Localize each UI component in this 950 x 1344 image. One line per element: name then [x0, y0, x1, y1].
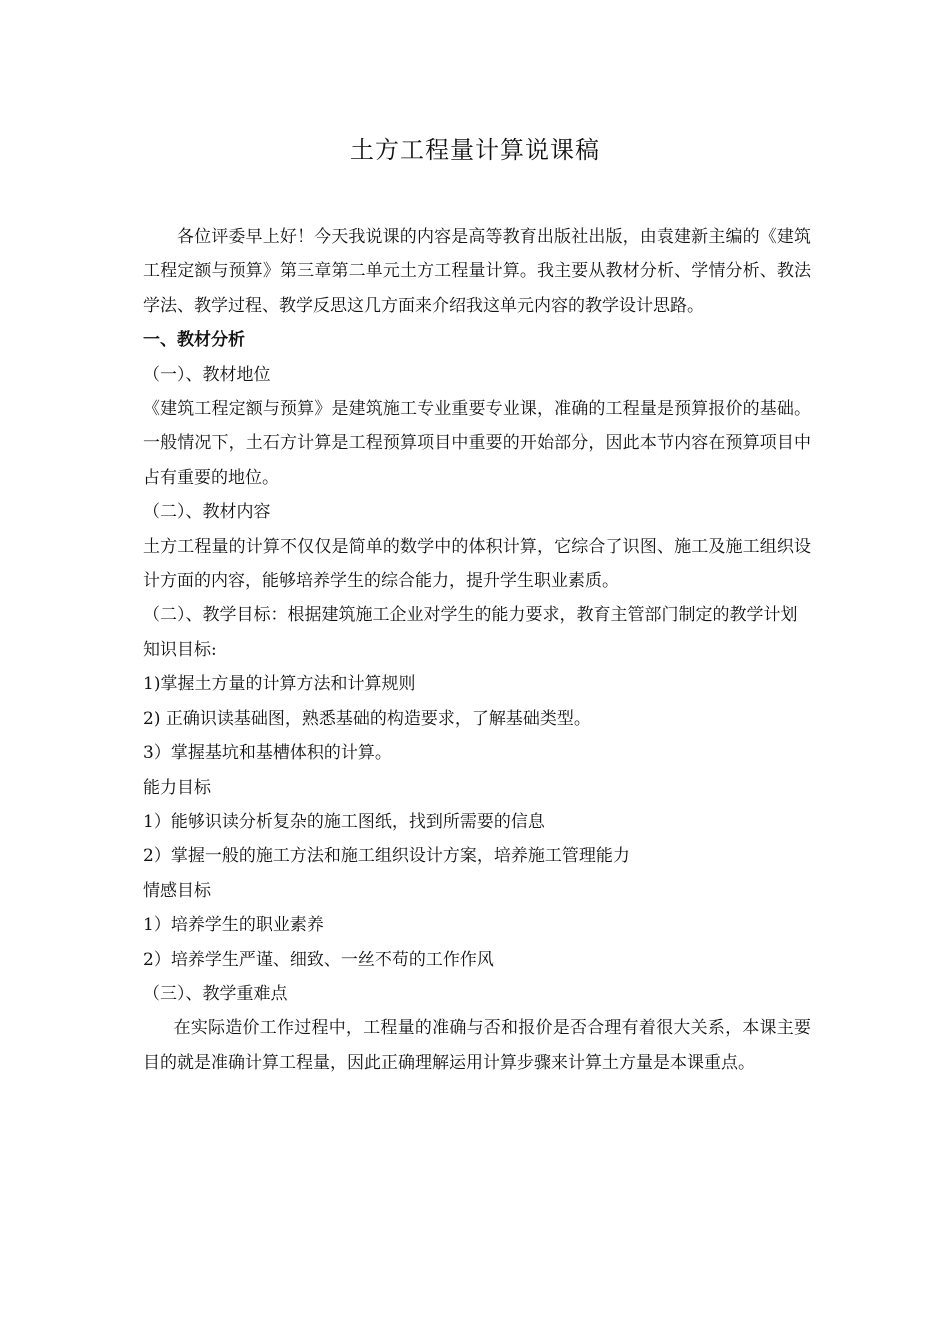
textbook-content-paragraph: 土方工程量的计算不仅仅是简单的数学中的体积计算，它综合了识图、施工及施工组织设计方面的内容，能够培养学生的综合能力，提升学生职业素质。: [143, 536, 811, 592]
section-heading-textbook-analysis: 一、教材分析: [143, 330, 245, 351]
key-points-paragraph: 在实际造价工作过程中，工程量的准确与否和报价是否合理有着很大关系，本课主要目的就是准确计算工程量，因此正确理解运用计算步骤来计算土方量是本课重点。: [143, 1018, 811, 1073]
knowledge-objectives-label: 知识目标:: [143, 639, 217, 660]
ability-objective-item: 1）能够识读分析复杂的施工图纸，找到所需要的信息: [143, 811, 545, 832]
subsection-heading-key-points: （三）、教学重难点: [143, 983, 288, 1004]
teaching-objectives-paragraph: （二）、教学目标：根据建筑施工企业对学生的能力要求，教育主管部门制定的教学计划: [143, 605, 798, 626]
textbook-status-paragraph: 《建筑工程定额与预算》是建筑施工专业重要专业课，准确的工程量是预算报价的基础。一般情况下，土石方计算是工程预算项目中重要的开始部分，因此本节内容在预算项目中占有重要的地位。: [143, 399, 811, 488]
intro-paragraph: 各位评委早上好！今天我说课的内容是高等教育出版社出版，由袁建新主编的《建筑工程定额与预算》第三章第二单元土方工程量计算。我主要从教材分析、学情分析、教法学法、教学过程、教学反思这几方面来介绍我这单元内容的教学设计思路。: [143, 227, 811, 316]
subsection-heading-textbook-content: （二）、教材内容: [143, 502, 271, 523]
ability-objectives-label: 能力目标: [143, 777, 211, 798]
emotional-objectives-label: 情感目标: [143, 880, 211, 901]
knowledge-objective-item: 1)掌握土方量的计算方法和计算规则: [143, 674, 416, 695]
document-body: [143, 220, 811, 1080]
ability-objective-item: 2）掌握一般的施工方法和施工组织设计方案，培养施工管理能力: [143, 846, 630, 867]
knowledge-objective-item: 3）掌握基坑和基槽体积的计算。: [143, 743, 392, 764]
emotional-objective-item: 2）培养学生严谨、细致、一丝不苟的工作作风: [143, 949, 494, 970]
emotional-objective-item: 1）培养学生的职业素养: [143, 915, 324, 936]
knowledge-objective-item: 2) 正确识读基础图，熟悉基础的构造要求，了解基础类型。: [143, 708, 591, 729]
subsection-heading-textbook-status: （一）、教材地位: [143, 364, 271, 385]
document-title: 土方工程量计算说课稿: [350, 136, 600, 164]
